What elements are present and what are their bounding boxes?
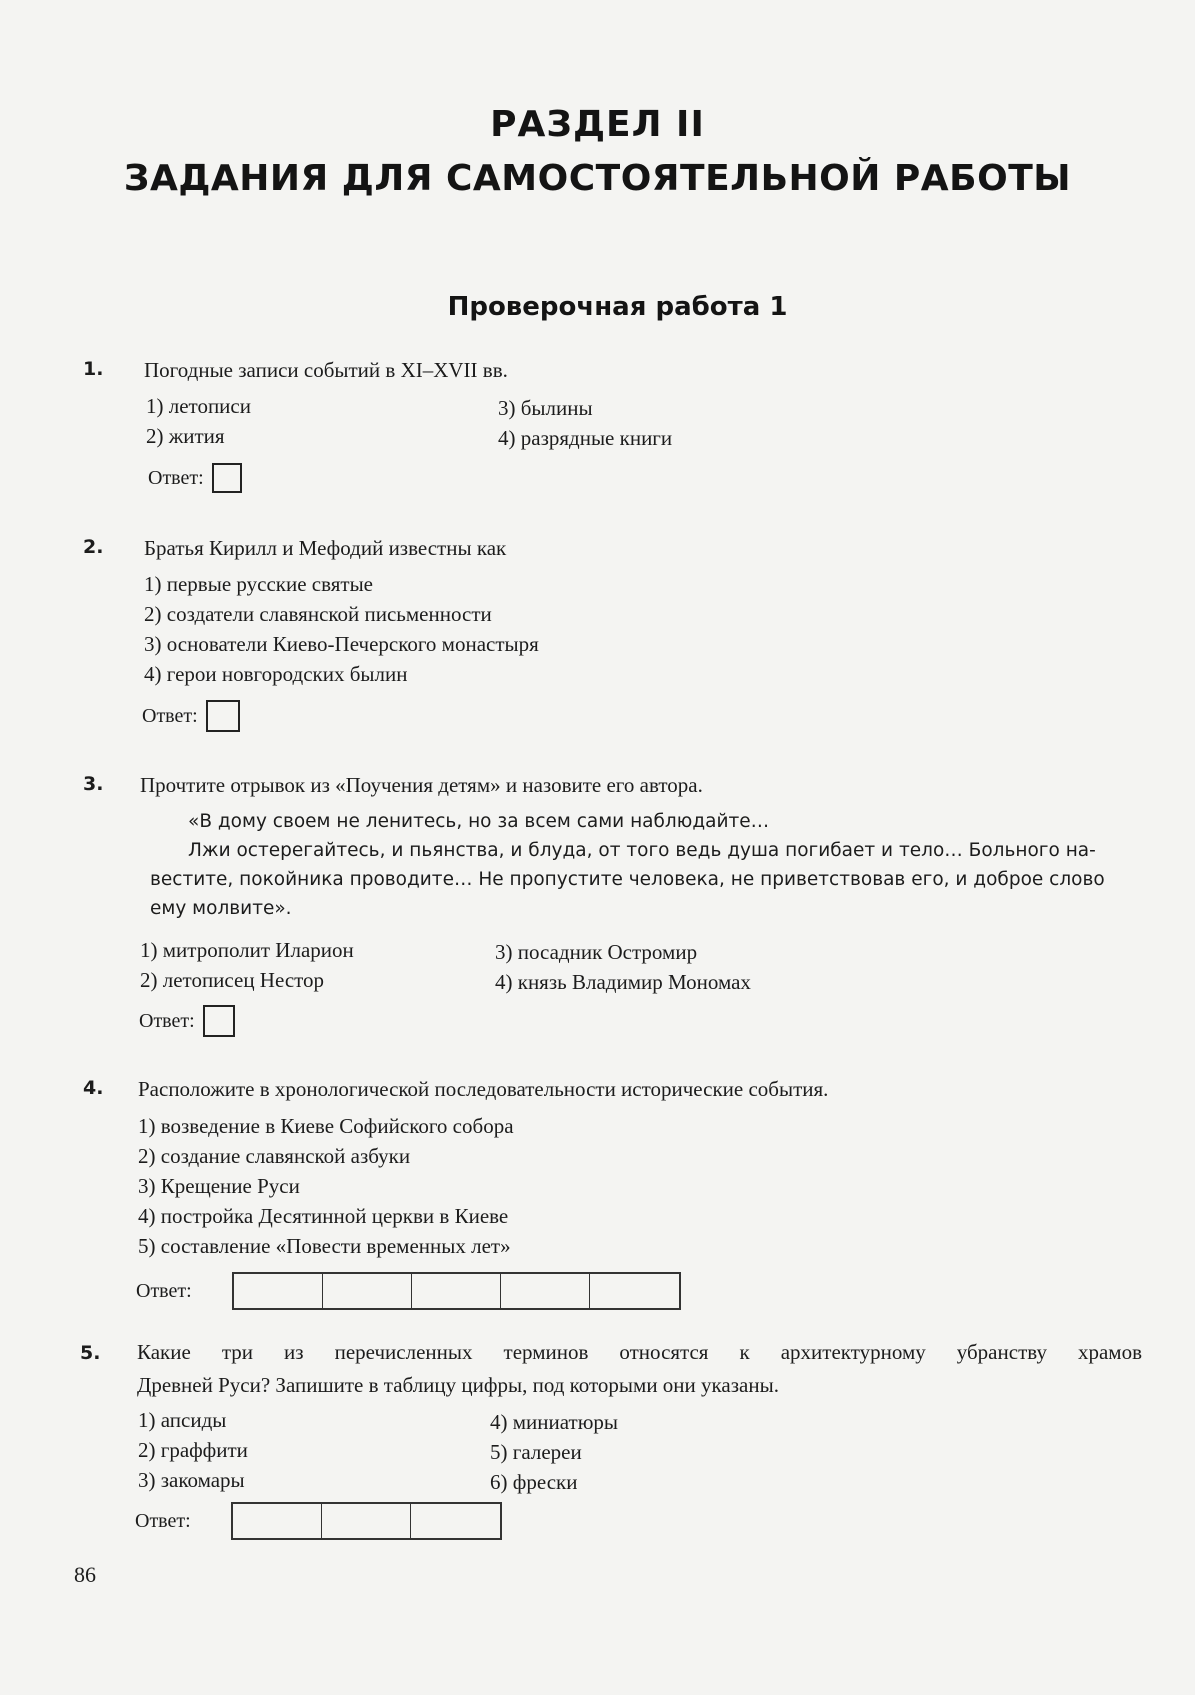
task-number: 4. xyxy=(83,1077,104,1099)
page-number: 86 xyxy=(74,1562,96,1587)
answer-cell[interactable] xyxy=(412,1274,501,1308)
answer-label: Ответ: xyxy=(135,1509,191,1532)
option: 3) былины xyxy=(498,396,593,420)
option: 1) первые русские святые xyxy=(144,572,374,596)
quote-line: вестите, покойника проводите… Не пропустите человека, не приветствовав его, и доброе слово xyxy=(150,869,1105,890)
task-number: 2. xyxy=(83,536,104,558)
answer-table xyxy=(232,1272,681,1310)
answer-cell[interactable] xyxy=(501,1274,590,1308)
option: 3) основатели Киево-Печерского монастыря xyxy=(144,632,539,656)
answer-row xyxy=(148,463,242,493)
question-line: Древней Руси? Запишите в таблицу цифры, под которыми они указаны. xyxy=(137,1373,779,1397)
option: 1) возведение в Киеве Софийского собора xyxy=(138,1114,514,1138)
option: 5) галереи xyxy=(490,1440,582,1464)
answer-row xyxy=(139,1005,235,1037)
answer-cell[interactable] xyxy=(590,1274,679,1308)
quote-block xyxy=(150,807,1140,923)
work-title: Проверочная работа 1 xyxy=(447,292,788,322)
option: 4) разрядные книги xyxy=(498,426,673,450)
quote-line: ему молвите». xyxy=(150,898,292,919)
task-question: Братья Кирилл и Мефодий известны как xyxy=(144,536,507,560)
option: 5) составление «Повести временных лет» xyxy=(138,1234,511,1258)
option: 2) летописец Нестор xyxy=(140,968,325,992)
task-question: Прочтите отрывок из «Поучения детям» и назовите его автора. xyxy=(140,773,703,797)
answer-label: Ответ: xyxy=(142,704,198,727)
answer-table xyxy=(231,1502,502,1540)
task-question xyxy=(137,1336,1142,1402)
quote-line: Лжи остерегайтесь, и пьянства, и блуда, от того ведь душа погибает и тело… Больного на- xyxy=(188,840,1096,861)
option: 2) создание славянской азбуки xyxy=(138,1144,411,1168)
option: 4) герои новгородских былин xyxy=(144,662,408,686)
question-line: Какие три из перечисленных терминов относятся к архитектурному убранству храмов xyxy=(137,1340,1142,1364)
option: 2) жития xyxy=(146,424,225,448)
option: 4) миниатюры xyxy=(490,1410,618,1434)
option: 3) посадник Остромир xyxy=(495,940,698,964)
task-number: 5. xyxy=(80,1342,101,1364)
answer-label: Ответ: xyxy=(148,466,204,489)
answer-box[interactable] xyxy=(203,1005,235,1037)
task-question: Погодные записи событий в XI–XVII вв. xyxy=(144,358,508,382)
option: 1) апсиды xyxy=(138,1408,227,1432)
option: 4) постройка Десятинной церкви в Киеве xyxy=(138,1204,509,1228)
answer-box[interactable] xyxy=(212,463,242,493)
option: 6) фрески xyxy=(490,1470,578,1494)
option: 2) создатели славянской письменности xyxy=(144,602,492,626)
option: 1) летописи xyxy=(146,394,251,418)
task-number: 3. xyxy=(83,773,104,795)
task-number: 1. xyxy=(83,358,104,380)
option: 3) Крещение Руси xyxy=(138,1174,300,1198)
answer-box[interactable] xyxy=(206,700,240,732)
answer-label: Ответ: xyxy=(139,1009,195,1032)
task-question: Расположите в хронологической последовательности исторические события. xyxy=(138,1077,829,1101)
answer-row xyxy=(136,1272,681,1310)
answer-label: Ответ: xyxy=(136,1279,192,1302)
answer-cell[interactable] xyxy=(322,1504,411,1538)
answer-cell[interactable] xyxy=(233,1504,322,1538)
option: 1) митрополит Иларион xyxy=(140,938,354,962)
answer-cell[interactable] xyxy=(323,1274,412,1308)
page-title: ЗАДАНИЯ ДЛЯ САМОСТОЯТЕЛЬНОЙ РАБОТЫ xyxy=(123,158,1072,199)
answer-cell[interactable] xyxy=(411,1504,500,1538)
quote-line: «В дому своем не ленитесь, но за всем сами наблюдайте… xyxy=(188,811,770,832)
answer-cell[interactable] xyxy=(234,1274,323,1308)
option: 3) закомары xyxy=(138,1468,245,1492)
section-heading: РАЗДЕЛ II xyxy=(490,104,705,145)
answer-row xyxy=(135,1502,502,1540)
option: 4) князь Владимир Мономах xyxy=(495,970,751,994)
option: 2) граффити xyxy=(138,1438,248,1462)
answer-row xyxy=(142,700,240,732)
